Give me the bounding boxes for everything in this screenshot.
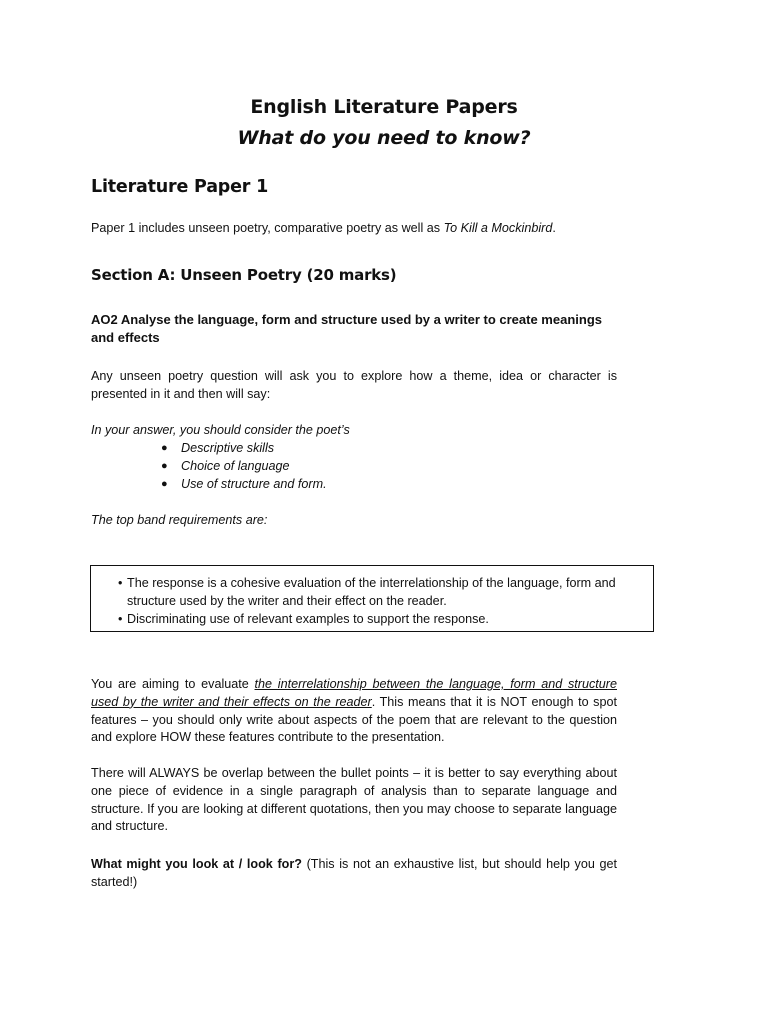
intro-end: . bbox=[552, 221, 556, 235]
consider-bullet-list bbox=[161, 440, 327, 493]
document-subtitle: What do you need to know? bbox=[237, 127, 531, 149]
list-item bbox=[161, 476, 327, 494]
intro-paragraph bbox=[91, 220, 617, 238]
aim-paragraph bbox=[91, 676, 617, 747]
aim-rest: . This means that it is NOT enough to spot features – you should only write about aspects of the poem that are relevant to the question and explore HOW these features contribute to the presentation. bbox=[91, 694, 617, 745]
list-item bbox=[161, 458, 327, 476]
question-intro-paragraph: Any unseen poetry question will ask you to explore how a theme, idea or character is presented in it and then will say: bbox=[91, 369, 617, 401]
bullet-text: Use of structure and form. bbox=[181, 476, 327, 491]
bullet-text: Choice of language bbox=[181, 458, 290, 473]
bullet-icon: • bbox=[118, 612, 123, 626]
paper-heading: Literature Paper 1 bbox=[91, 177, 269, 197]
bullet-icon: ● bbox=[161, 442, 168, 454]
intro-text: Paper 1 includes unseen poetry, comparative poetry as well as bbox=[91, 221, 444, 235]
band-item-text: Discriminating use of relevant examples to support the response. bbox=[127, 612, 489, 626]
look-for-note: (This is not an exhaustive list, but should help you get started!) bbox=[91, 857, 617, 889]
document-title: English Literature Papers bbox=[250, 96, 518, 118]
bullet-icon: ● bbox=[161, 477, 168, 490]
overlap-paragraph: There will ALWAYS be overlap between the bullet points – it is better to say everything about one piece of evidence in a single paragraph of analysis than to separate language and structure. If you are looking at different quotations, then you may choose to separate language and structure. bbox=[91, 766, 617, 834]
band-intro: The top band requirements are: bbox=[91, 513, 268, 527]
section-heading: Section A: Unseen Poetry (20 marks) bbox=[91, 266, 397, 284]
aim-emphasis: the interrelationship between the language, form and structure used by the writer and their effects on the reader bbox=[91, 677, 617, 709]
band-requirements-box bbox=[90, 565, 654, 632]
band-item bbox=[118, 574, 637, 610]
list-item bbox=[161, 440, 327, 458]
band-item-text: The response is a cohesive evaluation of the interrelationship of the language, form and structure used by the writer and their effect on the reader. bbox=[127, 576, 616, 608]
bullet-text: Descriptive skills bbox=[181, 441, 275, 455]
aim-text: You are aiming to evaluate bbox=[91, 677, 255, 691]
look-for-paragraph bbox=[91, 856, 617, 892]
band-item bbox=[118, 610, 637, 628]
book-title: To Kill a Mockinbird bbox=[443, 221, 553, 235]
bullet-icon: • bbox=[118, 576, 123, 590]
consider-line: In your answer, you should consider the poet’s bbox=[91, 423, 350, 437]
ao2-objective: AO2 Analyse the language, form and structure used by a writer to create meanings and effects bbox=[91, 312, 602, 345]
look-for-question: What might you look at / look for? bbox=[91, 857, 302, 871]
bullet-icon: ● bbox=[161, 459, 168, 472]
